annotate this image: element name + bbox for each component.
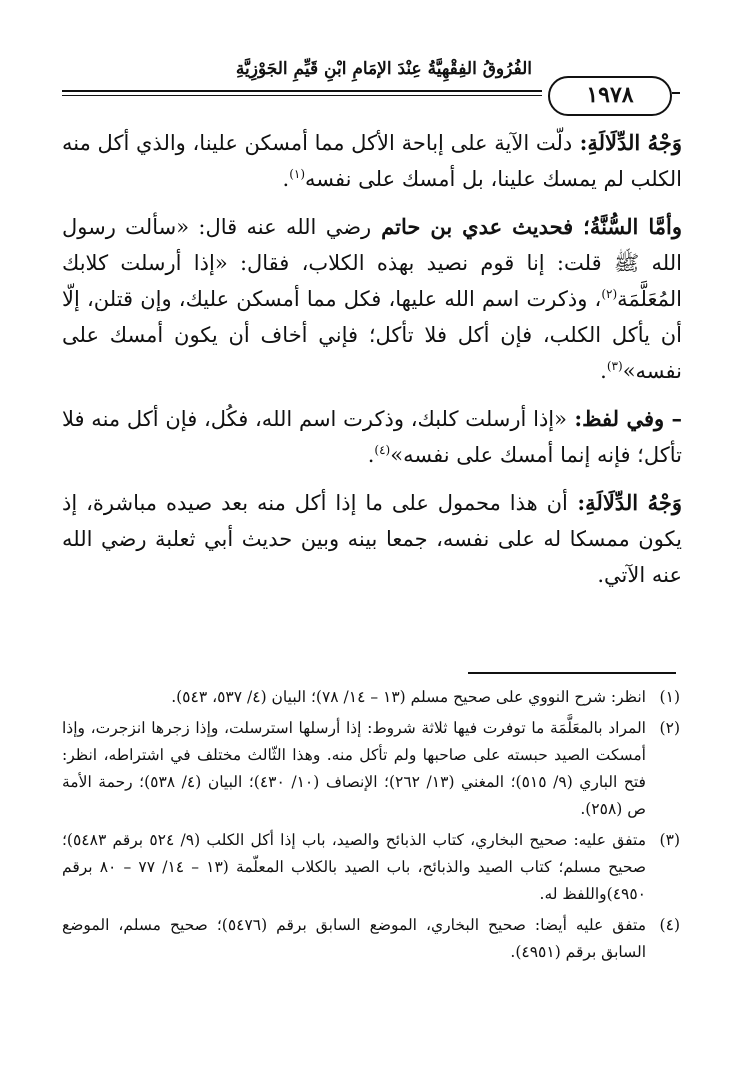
footnote-number: (١) <box>659 688 680 706</box>
header-rule <box>62 90 542 92</box>
footnote-number: (٣) <box>659 831 680 849</box>
footnote-text: متفق عليه: صحيح البخاري، كتاب الذبائح والصيد، باب إذا أكل الكلب (٩/ ٥٢٤ برقم ٥٤٨٣)؛ صحيح مسلم؛ كتاب الصيد والذبائح، باب الصيد بالكلاب المعلّمة (١٣ – ١٤/ ٧٧ – ٨٠ برقم ٤٩٥٠)واللفظ له. <box>62 831 647 903</box>
paragraph-indication-1 <box>62 125 682 197</box>
footnote <box>62 684 680 711</box>
footnote-separator <box>468 672 676 674</box>
paragraph-lead: – وفي لفظ: <box>566 406 683 431</box>
page-number: ١٩٧٨ <box>548 76 672 116</box>
paragraph-text: أن هذا محمول على ما إذا أكل منه بعد صيده مباشرة، إذ يكون ممسكا له على نفسه، جمعا بينه وبين حديث أبي ثعلبة رضي الله عنه الآتي <box>62 491 682 587</box>
paragraph-text: «إذا أرسلت كلبك، وذكرت اسم الله، فكُل، فإن أكل منه فلا تأكل؛ فإنه إنما أمسك على نفسه» <box>62 407 682 467</box>
main-text <box>62 125 682 605</box>
footnote-number: (٢) <box>659 719 680 737</box>
paragraph-tail: . <box>367 443 375 467</box>
footnote-ref[interactable]: (٤) <box>374 443 391 457</box>
paragraph-text: دلّت الآية على إباحة الأكل مما أمسكن علينا، والذي أكل منه الكلب لم يمسك علينا، بل أمسك على نفسه <box>62 131 682 191</box>
paragraph-lead: وأمَّا السُّنَّةُ؛ فحديث عدي بن حاتم <box>371 214 682 239</box>
paragraph-text: رضي الله عنه قال: «سألت رسول الله ﷺ قلت: إنا قوم نصيد بهذه الكلاب، فقال: «إذا أرسلت كلابك المُعَلَّمَة <box>62 215 682 311</box>
paragraph-lead: وَجْهُ الدِّلَالَةِ: <box>567 490 682 515</box>
page-number-rule <box>672 92 680 94</box>
footnote <box>62 912 680 966</box>
paragraph-tail: . <box>600 359 607 383</box>
paragraph-lead: وَجْهُ الدِّلَالَةِ: <box>572 130 682 155</box>
footnote-text: المراد بالمعَلَّمَة ما توفرت فيها ثلاثة شروط: إذا أرسلها استرسلت، وإذا زجرها انزجرت، وإذا أمسكت الصيد حبسته على صاحبها ولم تأكل منه. وهذا الثّالث مختلف في اشتراطه، انظر: فتح الباري (٩/ ٥١٥)؛ المغني (١٣/ ٢٦٢)؛ الإنصاف (١٠/ ٤٣٠)؛ البيان (٤/ ٥٣٨)؛ رحمة الأمة ص (٢٥٨). <box>62 719 646 818</box>
footnotes <box>62 684 680 970</box>
footnote-text: متفق عليه أيضا: صحيح البخاري، الموضع السابق برقم (٥٤٧٦)؛ صحيح مسلم، الموضع السابق برقم (٤٩٥١). <box>62 916 647 961</box>
paragraph-indication-2 <box>62 485 682 593</box>
paragraph-tail: . <box>282 167 290 191</box>
footnote-text: انظر: شرح النووي على صحيح مسلم (١٣ – ١٤/ ٧٨)؛ البيان (٤/ ٥٣٧، ٥٤٣). <box>171 688 646 706</box>
footnote-ref[interactable]: (١) <box>289 167 306 181</box>
footnote-ref[interactable]: (٢) <box>601 287 618 301</box>
footnote <box>62 715 680 823</box>
running-header-title: الفُرُوقُ الفِقْهِيَّةُ عِنْدَ الإمَامِ ابْنِ قَيِّمِ الجَوْزِيَّةِ <box>235 59 532 79</box>
footnote-number: (٤) <box>659 916 680 934</box>
header-rule-thin <box>62 95 542 96</box>
footnote-ref[interactable]: (٣) <box>606 359 623 373</box>
paragraph-other-wording <box>62 401 682 473</box>
paragraph-sunnah <box>62 209 682 389</box>
footnote <box>62 827 680 908</box>
paragraph-tail: . <box>597 563 605 587</box>
paragraph-tail: ، وذكرت اسم الله عليها، فكل مما أمسكن عليك، وإن قتلن، إلّا أن يأكل الكلب، فإن أكل فلا تأكل؛ فإني أخاف أن يكون أمسك على نفسه» <box>62 287 682 383</box>
